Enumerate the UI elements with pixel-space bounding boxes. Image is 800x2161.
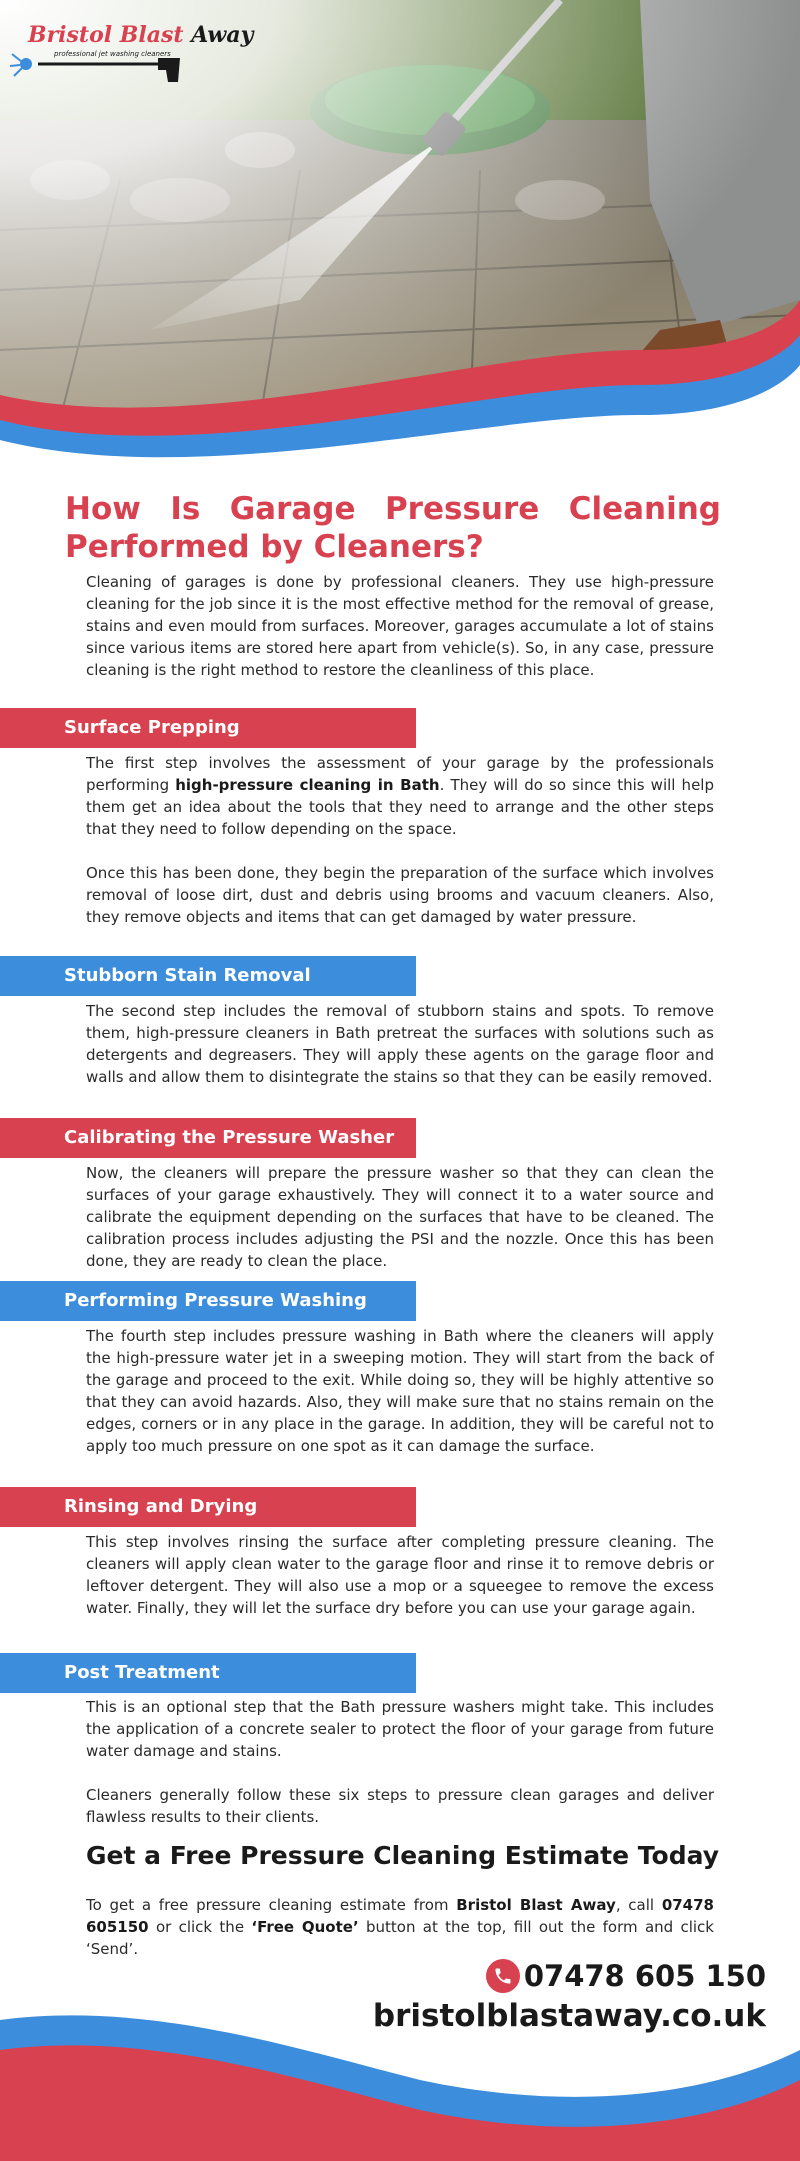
- rinsing-drying-paragraph: This step involves rinsing the surface after completing pressure cleaning. The cleaners will apply clean water to the garage floor and rinse it to remove debris or leftover detergent. They will also use a mop or a squeegee to remove the excess water. Finally, they will let the surface dry before you can use your garage again.: [86, 1533, 714, 1617]
- section-heading-surface-prepping: Surface Prepping: [0, 708, 416, 748]
- stubborn-stain-paragraph: The second step includes the removal of stubborn stains and spots. To remove them, high-pressure cleaners in Bath pretreat the surfaces with solutions such as detergents and degreasers. They will apply these agents on the garage floor and walls and allow them to disintegrate the stains so that they can be easily removed.: [86, 1002, 714, 1086]
- phone-number: 07478 605 150: [523, 1959, 766, 1993]
- surface-prepping-paragraph-1: The first step involves the assessment of your garage by the professionals performing high-pressure cleaning in Bath. They will do so since this will help them get an idea about the tools that they need to arrange and the other steps that they need to follow depending on the space.: [86, 754, 714, 838]
- brand-name: Bristol Blast Away: [28, 22, 254, 48]
- section-heading-stubborn-stain-removal: Stubborn Stain Removal: [0, 956, 416, 996]
- post-treatment-paragraph-2: Cleaners generally follow these six steps to pressure clean garages and deliver flawless results to their clients.: [86, 1786, 714, 1826]
- pressure-washer-icon: [8, 44, 198, 89]
- website-link[interactable]: bristolblastaway.co.uk: [372, 1998, 766, 2034]
- hero-banner: [0, 0, 800, 470]
- phone-contact[interactable]: [486, 1956, 766, 1996]
- phone-icon: [486, 1959, 520, 1993]
- section-heading-performing-washing: Performing Pressure Washing: [0, 1281, 416, 1321]
- cta-paragraph: To get a free pressure cleaning estimate from Bristol Blast Away, call 07478 605150 or click the ‘Free Quote’ button at the top, fill out the form and click ‘Send’.: [86, 1896, 714, 1958]
- section-heading-post-treatment: Post Treatment: [0, 1653, 416, 1693]
- section-heading-rinsing-drying: Rinsing and Drying: [0, 1487, 416, 1527]
- intro-paragraph: Cleaning of garages is done by professional cleaners. They use high-pressure cleaning for the job since it is the most effective method for the removal of grease, stains and even mould from surfaces. Moreover, garages accumulate a lot of stains since various items are stored here apart from vehicle(s). So, in any case, pressure cleaning is the right method to restore the cleanliness of this place.: [86, 573, 714, 679]
- section-heading-calibrating: Calibrating the Pressure Washer: [0, 1118, 416, 1158]
- cta-heading: Get a Free Pressure Cleaning Estimate Today: [86, 1841, 719, 1870]
- brand-tagline: professional jet washing cleaners: [54, 50, 171, 58]
- page-title: How Is Garage Pressure Cleaning Performed by Cleaners?: [65, 491, 721, 565]
- calibrating-paragraph: Now, the cleaners will prepare the pressure washer so that they can clean the surfaces of your garage exhaustively. They will connect it to a water source and calibrate the equipment depending on the surfaces that have to be cleaned. The calibration process includes adjusting the PSI and the nozzle. Once this has been done, they are ready to clean the place.: [86, 1164, 714, 1270]
- performing-washing-paragraph: The fourth step includes pressure washing in Bath where the cleaners will apply the high-pressure water jet in a sweeping motion. They will start from the back of the garage and proceed to the exit. While doing so, they will be highly attentive so that they can avoid hazards. Also, they will make sure that no stains remain on the edges, corners or in any place in the garage. In addition, they will be careful not to apply too much pressure on one spot as it can damage the surface.: [86, 1327, 714, 1455]
- post-treatment-paragraph-1: This is an optional step that the Bath pressure washers might take. This includes the application of a concrete sealer to protect the floor of your garage from future water damage and stains.: [86, 1698, 714, 1760]
- surface-prepping-paragraph-2: Once this has been done, they begin the preparation of the surface which involves removal of loose dirt, dust and debris using brooms and vacuum cleaners. Also, they remove objects and items that can get damaged by water pressure.: [86, 864, 714, 926]
- brand-logo[interactable]: [8, 14, 254, 99]
